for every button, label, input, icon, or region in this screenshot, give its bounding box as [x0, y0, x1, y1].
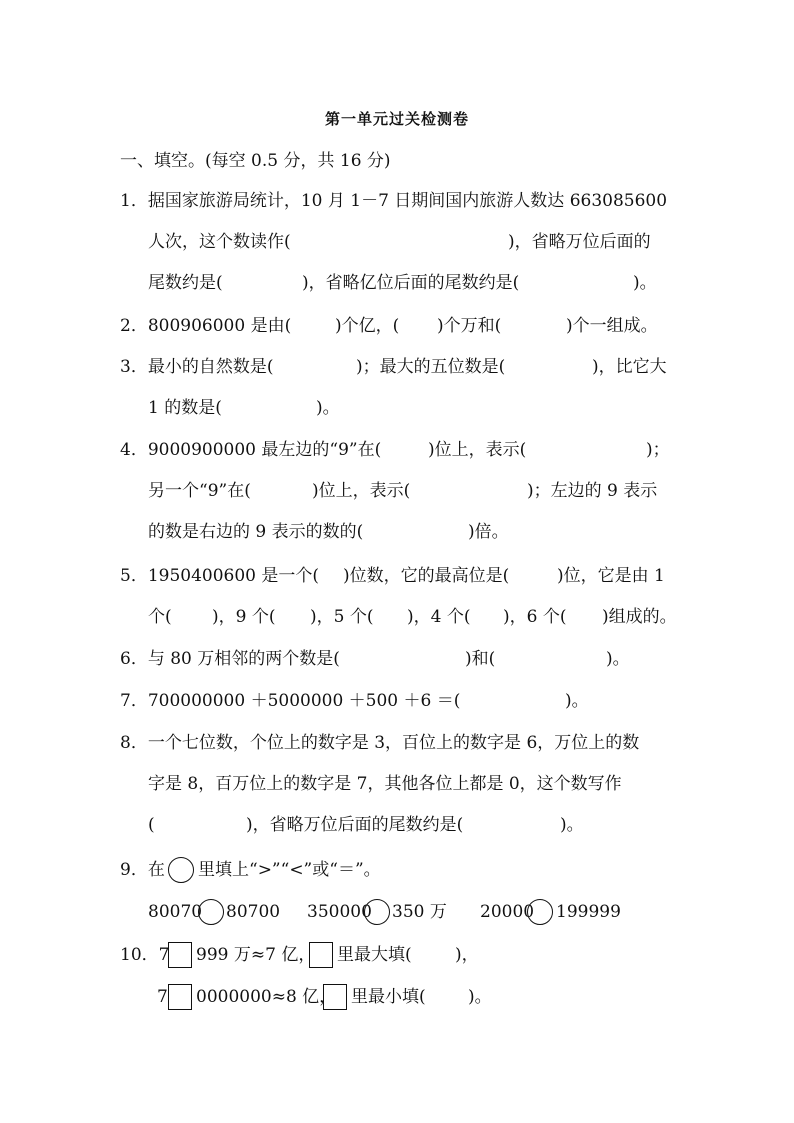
question-9-line-1: 9．在 里填上“>”“<”或“＝”。 — [0, 857, 794, 883]
box-icon-2 — [323, 984, 347, 1015]
question-1-line-2: 人次，这个数读作( )，省略万位后面的 — [148, 232, 651, 252]
question-4-line-1: 4．9000900000 最左边的“9”在( )位上，表示( )； — [120, 440, 670, 460]
question-10-line-1: 10．7 999 万≈7 亿， 里最大填( )， — [0, 942, 794, 968]
compare-circle-1[interactable] — [198, 899, 224, 930]
question-8-line-1: 8．一个七位数，个位上的数字是 3，百位上的数字是 6，万位上的数 — [120, 733, 640, 753]
answer-circle-icon — [168, 857, 194, 888]
question-5-line-2: 个( )，9 个( )，5 个( )，4 个( )，6 个( )组成的。 — [148, 607, 677, 627]
question-2-line-1: 2．800906000 是由( )个亿，( )个万和( )个一组成。 — [120, 316, 658, 336]
question-9-line-2: 80070 80700 350000 350 万 20000 199999 — [0, 899, 794, 925]
question-4-line-3: 的数是右边的 9 表示的数的( )倍。 — [148, 522, 509, 542]
question-8-line-3: ( )，省略万位后面的尾数约是( )。 — [148, 815, 584, 835]
question-3-line-2: 1 的数是( )。 — [148, 398, 340, 418]
question-8-line-2: 字是 8，百万位上的数字是 7，其他各位上都是 0，这个数写作 — [148, 774, 622, 794]
question-1-line-3: 尾数约是( )，省略亿位后面的尾数约是( )。 — [148, 273, 657, 293]
question-5-line-1: 5．1950400600 是一个( )位数，它的最高位是( )位，它是由 1 — [120, 566, 665, 586]
box-icon — [309, 942, 333, 973]
answer-box-1[interactable] — [168, 942, 192, 973]
page-title: 第一单元过关检测卷 — [324, 110, 469, 128]
compare-circle-3[interactable] — [527, 899, 553, 930]
question-7-line-1: 7．700000000 ＋5000000 ＋500 ＋6 ＝( )。 — [120, 691, 589, 711]
question-4-line-2: 另一个“9”在( )位上，表示( )；左边的 9 表示 — [148, 481, 658, 501]
question-3-line-1: 3．最小的自然数是( )；最大的五位数是( )，比它大 — [120, 357, 667, 377]
answer-box-2[interactable] — [168, 984, 192, 1015]
question-1-line-1: 1．据国家旅游局统计，10 月 1－7 日期间国内旅游人数达 663085600 — [120, 191, 668, 211]
compare-circle-2[interactable] — [364, 899, 390, 930]
question-6-line-1: 6．与 80 万相邻的两个数是( )和( )。 — [120, 649, 630, 669]
question-10-line-2: 7 0000000≈8 亿， 里最小填( )。 — [0, 984, 794, 1010]
section-heading-text: 一、填空。(每空 0.5 分，共 16 分) — [120, 151, 391, 171]
section-heading — [0, 148, 794, 174]
